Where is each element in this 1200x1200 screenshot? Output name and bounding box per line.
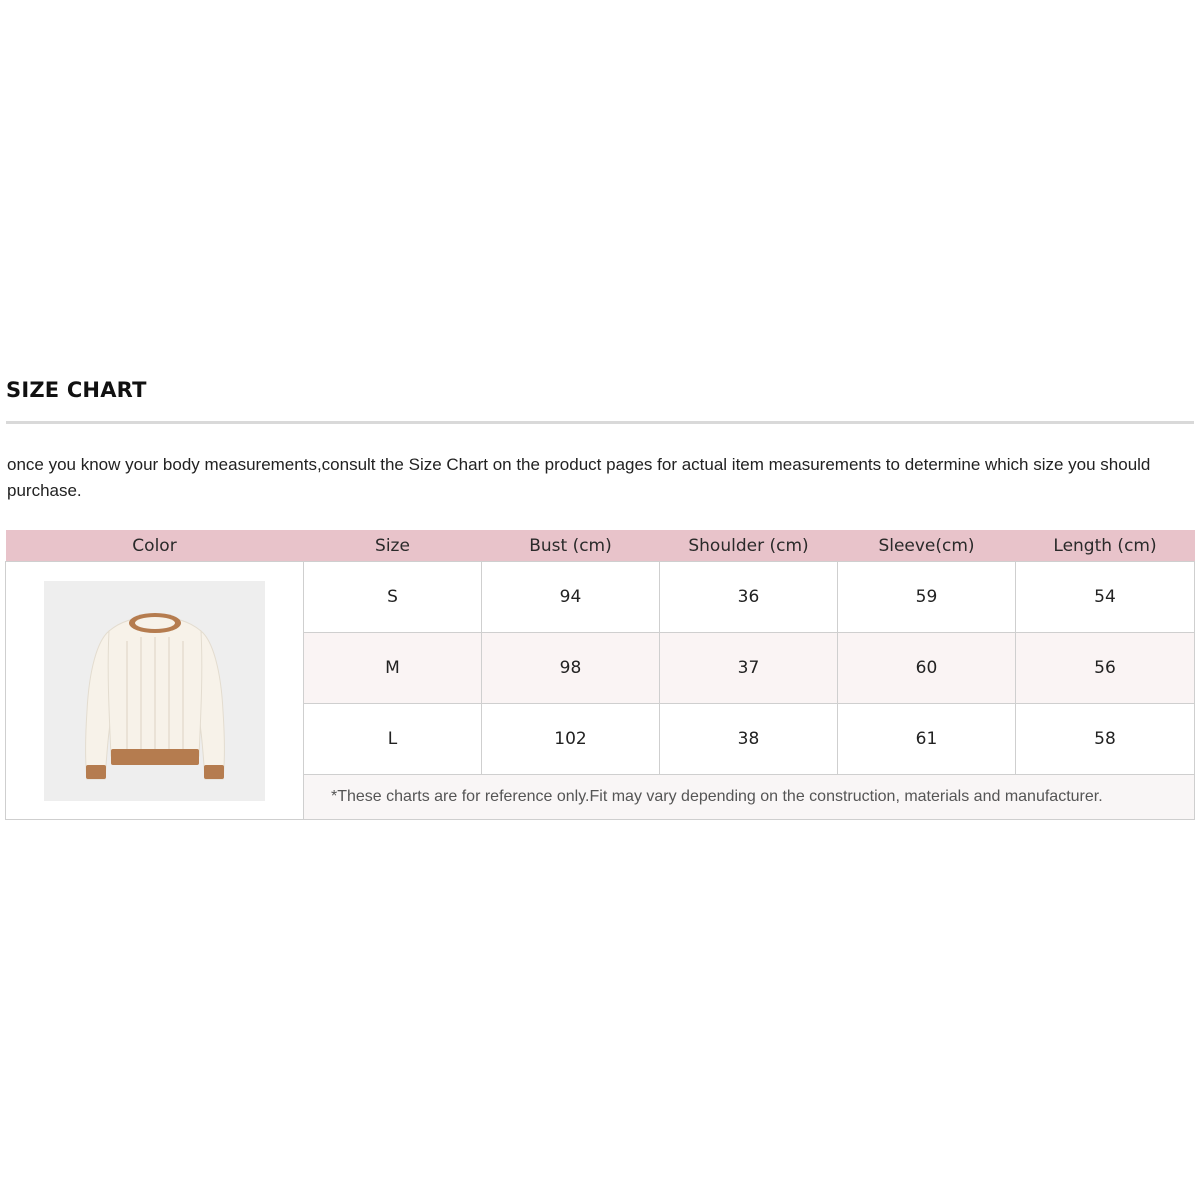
header-sleeve: Sleeve(cm): [838, 530, 1016, 562]
cell-shoulder: 37: [660, 633, 838, 704]
cell-length: 56: [1016, 633, 1195, 704]
cell-bust: 102: [482, 704, 660, 775]
cell-length: 58: [1016, 704, 1195, 775]
cell-size: S: [304, 562, 482, 633]
cell-shoulder: 38: [660, 704, 838, 775]
cell-size: L: [304, 704, 482, 775]
cell-size: M: [304, 633, 482, 704]
header-shoulder: Shoulder (cm): [660, 530, 838, 562]
cell-bust: 98: [482, 633, 660, 704]
header-bust: Bust (cm): [482, 530, 660, 562]
intro-text: once you know your body measurements,consult the Size Chart on the product pages for actual item measurements to determine which size you should purchase.: [7, 455, 1151, 500]
cell-length: 54: [1016, 562, 1195, 633]
header-length: Length (cm): [1016, 530, 1195, 562]
page-title: SIZE CHART: [6, 378, 147, 402]
table-header-row: [6, 530, 1195, 562]
color-cell: [6, 562, 304, 820]
cell-bust: 94: [482, 562, 660, 633]
header-size: Size: [304, 530, 482, 562]
cell-shoulder: 36: [660, 562, 838, 633]
size-chart-table: [5, 530, 1195, 820]
cell-sleeve: 61: [838, 704, 1016, 775]
sweater-icon: [75, 601, 235, 781]
cell-sleeve: 59: [838, 562, 1016, 633]
title-divider: [6, 421, 1194, 424]
header-color: Color: [6, 530, 304, 562]
cell-sleeve: 60: [838, 633, 1016, 704]
reference-note: *These charts are for reference only.Fit may vary depending on the construction, materials and manufacturer.: [304, 775, 1195, 820]
table-row: [6, 562, 1195, 633]
product-photo: [44, 581, 265, 801]
